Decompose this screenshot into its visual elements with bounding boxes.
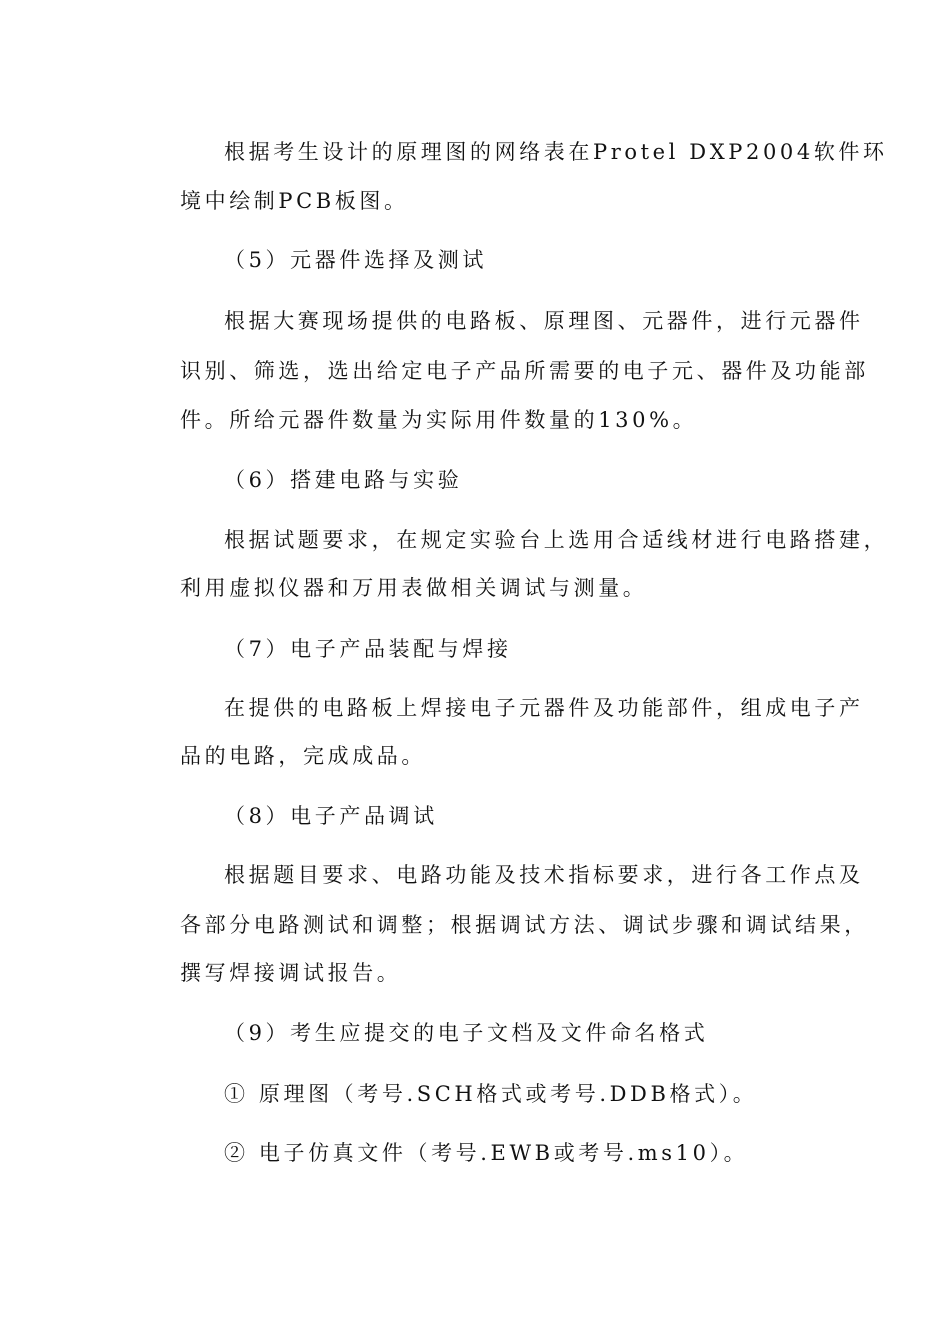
paragraph-line: 利用虚拟仪器和万用表做相关调试与测量。 — [180, 576, 648, 600]
paragraph-line: 根据题目要求、电路功能及技术指标要求，进行各工作点及 — [224, 863, 864, 887]
paragraph-line: 根据考生设计的原理图的网络表在Protel DXP2004软件环 — [224, 140, 888, 164]
section-heading: （6）搭建电路与实验 — [224, 468, 463, 492]
section-heading: （8）电子产品调试 — [224, 804, 438, 828]
paragraph-line: 根据试题要求，在规定实验台上选用合适线材进行电路搭建， — [224, 528, 889, 552]
paragraph-line: 品的电路，完成成品。 — [180, 744, 426, 768]
paragraph-line: 境中绘制PCB板图。 — [180, 189, 409, 213]
paragraph-line: 件。所给元器件数量为实际用件数量的130%。 — [180, 408, 698, 432]
paragraph-line: 在提供的电路板上焊接电子元器件及功能部件，组成电子产 — [224, 696, 864, 720]
paragraph-line: 撰写焊接调试报告。 — [180, 961, 402, 985]
paragraph-line: 各部分电路测试和调整；根据调试方法、调试步骤和调试结果， — [180, 913, 869, 937]
section-heading: （9）考生应提交的电子文档及文件命名格式 — [224, 1021, 709, 1045]
paragraph-line: 识别、筛选，选出给定电子产品所需要的电子元、器件及功能部 — [180, 359, 869, 383]
list-item: ② 电子仿真文件（考号.EWB或考号.ms10）。 — [224, 1141, 749, 1165]
paragraph-line: 根据大赛现场提供的电路板、原理图、元器件，进行元器件 — [224, 309, 864, 333]
section-heading: （7）电子产品装配与焊接 — [224, 637, 512, 661]
section-heading: （5）元器件选择及测试 — [224, 248, 487, 272]
list-item: ① 原理图（考号.SCH格式或考号.DDB格式）。 — [224, 1082, 758, 1106]
